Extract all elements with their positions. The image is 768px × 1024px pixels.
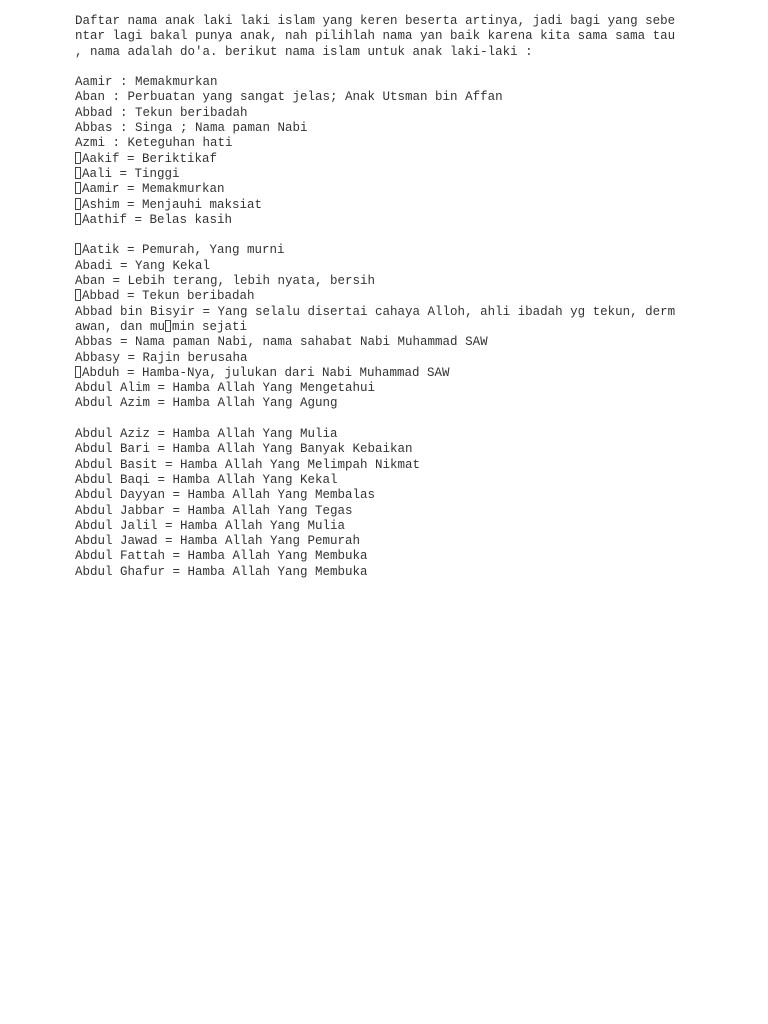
missing-glyph-icon [75,213,81,225]
name-entry [75,243,695,258]
name-entry: Abdul Dayyan = Hamba Allah Yang Membalas [75,488,376,503]
name-entry: Abdul Azim = Hamba Allah Yang Agung [75,396,338,411]
name-entry: Abbasy = Rajin berusaha [75,350,248,365]
entry-text: min sejati [172,319,248,334]
name-entry: Abdul Basit = Hamba Allah Yang Melimpah Nikmat [75,457,421,472]
blank-line [75,412,695,427]
name-entry [75,182,695,197]
missing-glyph-icon [75,182,81,194]
entry-text: Aatik = Pemurah, Yang murni [82,243,285,258]
name-entry: Abdul Ghafur = Hamba Allah Yang Membuka [75,564,368,579]
entry-text: Abduh = Hamba-Nya, julukan dari Nabi Muhammad SAW [82,365,450,380]
name-entry: Abbas = Nama paman Nabi, nama sahabat Nabi Muhammad SAW [75,335,488,350]
name-entry [75,152,695,167]
name-entry: Abbad : Tekun beribadah [75,105,248,120]
intro-line: ntar lagi bakal punya anak, nah pilihlah nama yan baik karena kita sama sama tau [75,29,676,44]
name-entry [75,366,695,381]
missing-glyph-icon [75,243,81,255]
missing-glyph-icon [75,198,81,210]
entry-text: Ashim = Menjauhi maksiat [82,197,263,212]
name-entry: Abdul Baqi = Hamba Allah Yang Kekal [75,472,338,487]
name-entry: Abdul Fattah = Hamba Allah Yang Membuka [75,549,368,564]
missing-glyph-icon [75,366,81,378]
name-entry: Abdul Bari = Hamba Allah Yang Banyak Kebaikan [75,442,413,457]
entry-text: Aathif = Belas kasih [82,212,233,227]
intro-line: Daftar nama anak laki laki islam yang keren beserta artinya, jadi bagi yang sebe [75,14,676,28]
missing-glyph-icon [165,320,171,332]
name-entry: Abdul Jabbar = Hamba Allah Yang Tegas [75,503,353,518]
missing-glyph-icon [75,289,81,301]
name-entry: Aban : Perbuatan yang sangat jelas; Anak Utsman bin Affan [75,90,503,105]
name-entry: Abdul Aziz = Hamba Allah Yang Mulia [75,427,338,442]
name-entry: Abbas : Singa ; Nama paman Nabi [75,121,308,136]
name-entry: Abdul Alim = Hamba Allah Yang Mengetahui [75,381,376,396]
missing-glyph-icon [75,167,81,179]
entry-text: Aali = Tinggi [82,166,180,181]
name-entry [75,167,695,182]
entry-text: Aamir = Memakmurkan [82,182,225,197]
entry-text: Aakif = Beriktikaf [82,151,218,166]
name-entry: Azmi : Keteguhan hati [75,136,233,151]
blank-line [75,228,695,243]
name-entry: Aban = Lebih terang, lebih nyata, bersih [75,274,376,289]
missing-glyph-icon [75,152,81,164]
name-entry [75,320,695,335]
document-page [75,14,695,580]
name-entry: Abbad bin Bisyir = Yang selalu disertai cahaya Alloh, ahli ibadah yg tekun, derm [75,304,676,319]
name-entry: Abdul Jawad = Hamba Allah Yang Pemurah [75,534,361,549]
blank-line [75,60,695,75]
name-entry: Abdul Jalil = Hamba Allah Yang Mulia [75,518,346,533]
intro-line: , nama adalah do'a. berikut nama islam untuk anak laki-laki : [75,44,533,59]
name-entry [75,198,695,213]
entry-text: Abbad = Tekun beribadah [82,289,255,304]
name-entry: Abadi = Yang Kekal [75,258,211,273]
entry-text: awan, dan mu [75,319,166,334]
name-entry [75,213,695,228]
name-entry [75,289,695,304]
name-entry: Aamir : Memakmurkan [75,75,218,90]
